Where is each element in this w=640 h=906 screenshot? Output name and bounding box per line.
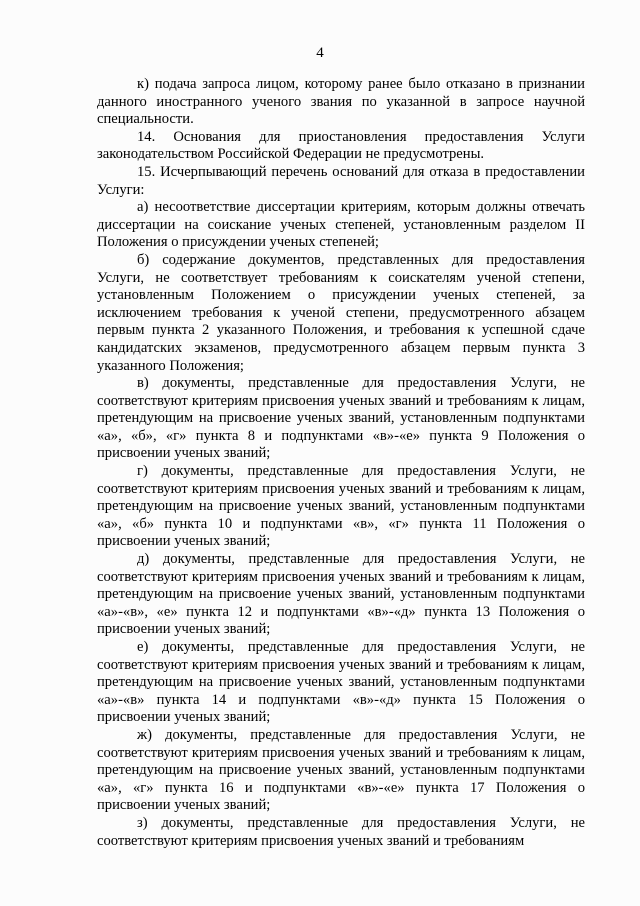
page-number: 4 (316, 45, 324, 61)
paragraph-item-d: д) документы, представленные для предоставления Услуги, не соответствуют критериям присвоения ученых званий и требованиям к лицам, претендующим на присвоение ученых званий, установленным подпунктами «а»-«в», «е» пункта 12 и подпунктами «в»-«д» пункта 13 Положения о присвоении ученых званий; (97, 551, 585, 638)
paragraph-item-a: а) несоответствие диссертации критериям, которым должны отвечать диссертации на соискание ученых степеней, установленным разделом II Положения о присуждении ученых степеней; (97, 199, 585, 251)
document-body (97, 76, 585, 850)
paragraph-item-b: б) содержание документов, представленных для предоставления Услуги, не соответствует требованиям к соискателям ученой степени, установленным Положением о присуждении ученых степеней, за исключением требования к ученой степени, предусмотренного абзацем первым пункта 2 указанного Положения, и требования к успешной сдаче кандидатских экзаменов, предусмотренного абзацем первым пункта 3 указанного Положения; (97, 251, 585, 374)
paragraph-clause-14: 14. Основания для приостановления предоставления Услуги законодательством Российской Федерации не предусмотрены. (97, 128, 585, 163)
paragraph-item-e: е) документы, представленные для предоставления Услуги, не соответствуют критериям присвоения ученых званий и требованиям к лицам, претендующим на присвоение ученых званий, установленным подпунктами «а»-«в» пункта 14 и подпунктами «в»-«д» пункта 15 Положения о присвоении ученых званий; (97, 639, 585, 726)
paragraph-item-zh: ж) документы, представленные для предоставления Услуги, не соответствуют критериям присвоения ученых званий и требованиям к лицам, претендующим на присвоение ученых званий, установленным подпунктами «а», «г» пункта 16 и подпунктами «в»-«е» пункта 17 Положения о присвоении ученых званий; (97, 726, 585, 814)
paragraph-item-k: к) подача запроса лицом, которому ранее было отказано в признании данного иностранного ученого звания по указанной в запросе научной специальности. (97, 76, 585, 128)
paragraph-clause-15: 15. Исчерпывающий перечень оснований для отказа в предоставлении Услуги: (97, 163, 585, 198)
paragraph-item-v: в) документы, представленные для предоставления Услуги, не соответствуют критериям присвоения ученых званий и требованиям к лицам, претендующим на присвоение ученых званий, установленным подпунктами «а», «б», «г» пункта 8 и подпунктами «в»-«е» пункта 9 Положения о присвоении ученых званий; (97, 375, 585, 462)
paragraph-item-g: г) документы, представленные для предоставления Услуги, не соответствуют критериям присвоения ученых званий и требованиям к лицам, претендующим на присвоение ученых званий, установленным подпунктами «а», «б» пункта 10 и подпунктами «в», «г» пункта 11 Положения о присвоении ученых званий; (97, 463, 585, 550)
paragraph-item-z: з) документы, представленные для предоставления Услуги, не соответствуют критериям присвоения ученых званий и требованиям (97, 814, 585, 849)
